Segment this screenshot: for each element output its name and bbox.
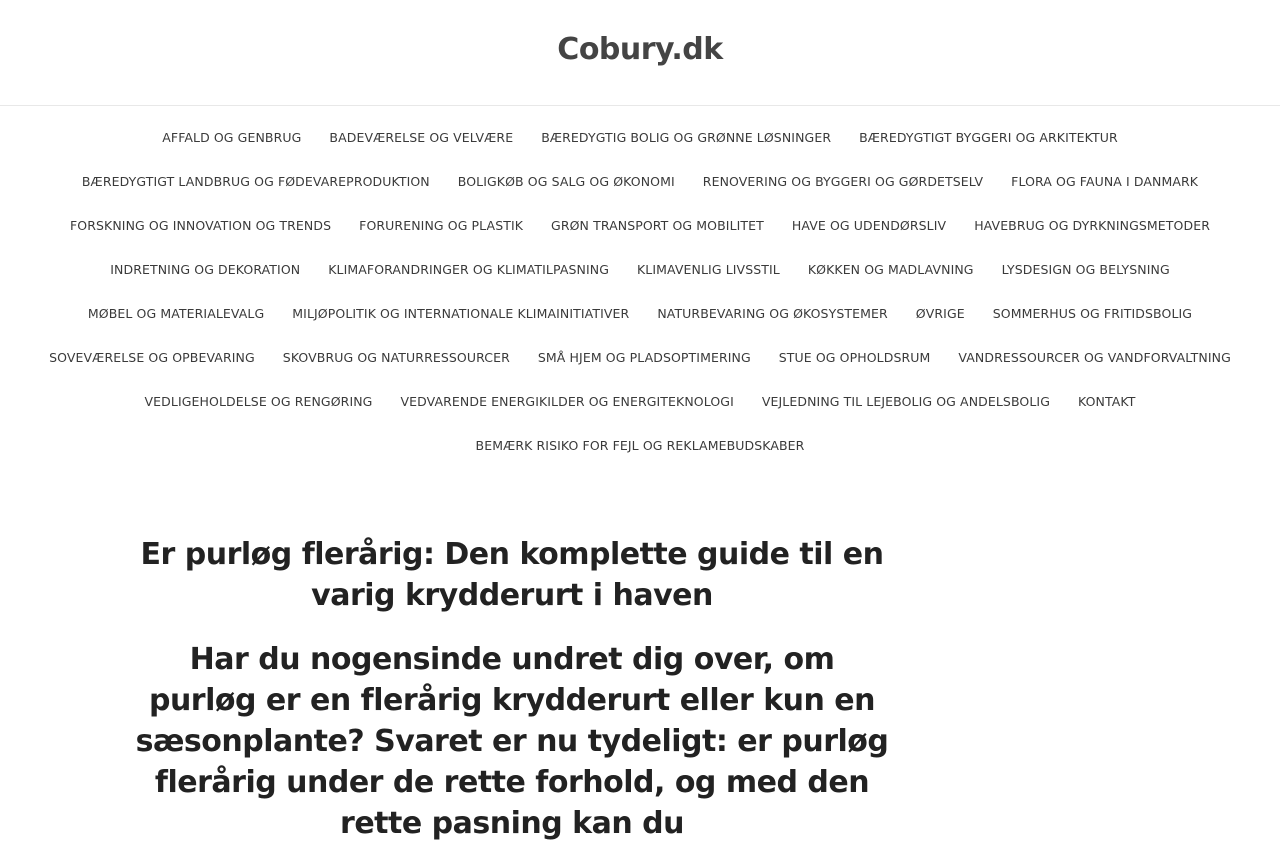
- article-title: Er purløg flerårig: Den komplette guide til en varig krydderurt i haven: [140, 537, 884, 613]
- nav-row: [0, 115, 1280, 159]
- nav-item-skovbrug-og-naturressourcer[interactable]: SKOVBRUG OG NATURRESSOURCER: [282, 349, 510, 365]
- nav-item-havebrug-og-dyrkningsmetoder[interactable]: HAVEBRUG OG DYRKNINGSMETODER: [974, 217, 1210, 233]
- nav-item-sommerhus-og-fritidsbolig[interactable]: SOMMERHUS OG FRITIDSBOLIG: [992, 305, 1193, 321]
- article-content: [112, 530, 912, 844]
- nav-item-smaa-hjem-og-pladsoptimering[interactable]: SMÅ HJEM OG PLADSOPTIMERING: [537, 349, 751, 365]
- site-title-link[interactable]: Cobury.dk: [557, 32, 723, 67]
- nav-item-kontakt[interactable]: KONTAKT: [1078, 393, 1136, 409]
- nav-item-forurening-og-plastik[interactable]: FORURENING OG PLASTIK: [359, 217, 524, 233]
- nav-item-vandressourcer-og-vandforvaltning[interactable]: VANDRESSOURCER OG VANDFORVALTNING: [958, 349, 1231, 365]
- nav-item-sovevaerelse-og-opbevaring[interactable]: SOVEVÆRELSE OG OPBEVARING: [49, 349, 255, 365]
- nav-item-klimaforandringer-og-klimatilpasning[interactable]: KLIMAFORANDRINGER OG KLIMATILPASNING: [328, 261, 609, 277]
- nav-item-vedvarende-energikilder-og-energiteknologi[interactable]: VEDVARENDE ENERGIKILDER OG ENERGITEKNOLOGI: [400, 393, 734, 409]
- nav-item-moebel-og-materialevalg[interactable]: MØBEL OG MATERIALEVALG: [87, 305, 265, 321]
- nav-item-koekken-og-madlavning[interactable]: KØKKEN OG MADLAVNING: [807, 261, 974, 277]
- nav-item-klimavenlig-livsstil[interactable]: KLIMAVENLIG LIVSSTIL: [637, 261, 780, 277]
- nav-item-groen-transport-og-mobilitet[interactable]: GRØN TRANSPORT OG MOBILITET: [551, 217, 764, 233]
- nav-item-oevrige[interactable]: ØVRIGE: [915, 305, 965, 321]
- nav-item-have-og-udendoersliv[interactable]: HAVE OG UDENDØRSLIV: [791, 217, 947, 233]
- nav-item-vedligeholdelse-og-rengoering[interactable]: VEDLIGEHOLDELSE OG RENGØRING: [144, 393, 373, 409]
- nav-item-boligkoeb-og-salg-og-oekonomi[interactable]: BOLIGKØB OG SALG OG ØKONOMI: [457, 173, 675, 189]
- nav-row: [0, 291, 1280, 335]
- nav-item-stue-og-opholdsrum[interactable]: STUE OG OPHOLDSRUM: [778, 349, 931, 365]
- nav-item-flora-og-fauna-i-danmark[interactable]: FLORA OG FAUNA I DANMARK: [1011, 173, 1199, 189]
- nav-item-renovering-og-byggeri-og-goerdetselv[interactable]: RENOVERING OG BYGGERI OG GØRDETSELV: [702, 173, 984, 189]
- nav-item-naturbevaring-og-oekosystemer[interactable]: NATURBEVARING OG ØKOSYSTEMER: [657, 305, 888, 321]
- nav-row: [0, 379, 1280, 423]
- nav-item-vejledning-til-lejebolig-og-andelsbolig[interactable]: VEJLEDNING TIL LEJEBOLIG OG ANDELSBOLIG: [761, 393, 1050, 409]
- nav-row: [0, 335, 1280, 379]
- nav-item-indretning-og-dekoration[interactable]: INDRETNING OG DEKORATION: [110, 261, 301, 277]
- nav-item-lysdesign-og-belysning[interactable]: LYSDESIGN OG BELYSNING: [1001, 261, 1170, 277]
- nav-item-baeredygtigt-byggeri-og-arkitektur[interactable]: BÆREDYGTIGT BYGGERI OG ARKITEKTUR: [859, 129, 1118, 145]
- nav-item-affald-og-genbrug[interactable]: AFFALD OG GENBRUG: [162, 129, 302, 145]
- nav-item-bemaerk-risiko-for-fejl-og-reklamebudskaber[interactable]: BEMÆRK RISIKO FOR FEJL OG REKLAMEBUDSKABER: [475, 437, 805, 453]
- nav-item-miljoepolitik-og-internationale-klimainitiativer[interactable]: MILJØPOLITIK OG INTERNATIONALE KLIMAINITIATIVER: [292, 305, 630, 321]
- nav-row: [0, 159, 1280, 203]
- site-header: [0, 0, 1280, 106]
- nav-item-forskning-og-innovation-og-trends[interactable]: FORSKNING OG INNOVATION OG TRENDS: [70, 217, 332, 233]
- nav-item-baeredygtigt-landbrug-og-foedevareproduktion[interactable]: BÆREDYGTIGT LANDBRUG OG FØDEVAREPRODUKTION: [81, 173, 430, 189]
- nav-item-badevaerelse-og-velvaere[interactable]: BADEVÆRELSE OG VELVÆRE: [329, 129, 514, 145]
- nav-row: [0, 203, 1280, 247]
- nav-row: [0, 423, 1280, 467]
- nav-item-baeredygtig-bolig-og-groenne-loesninger[interactable]: BÆREDYGTIG BOLIG OG GRØNNE LØSNINGER: [541, 129, 832, 145]
- main-navigation: [0, 115, 1280, 467]
- nav-row: [0, 247, 1280, 291]
- article-intro: Har du nogensinde undret dig over, om purløg er en flerårig krydderurt eller kun en sæsonplante? Svaret er nu tydeligt: er purløg flerårig under de rette forhold, og med den rette pasning kan du: [135, 642, 889, 841]
